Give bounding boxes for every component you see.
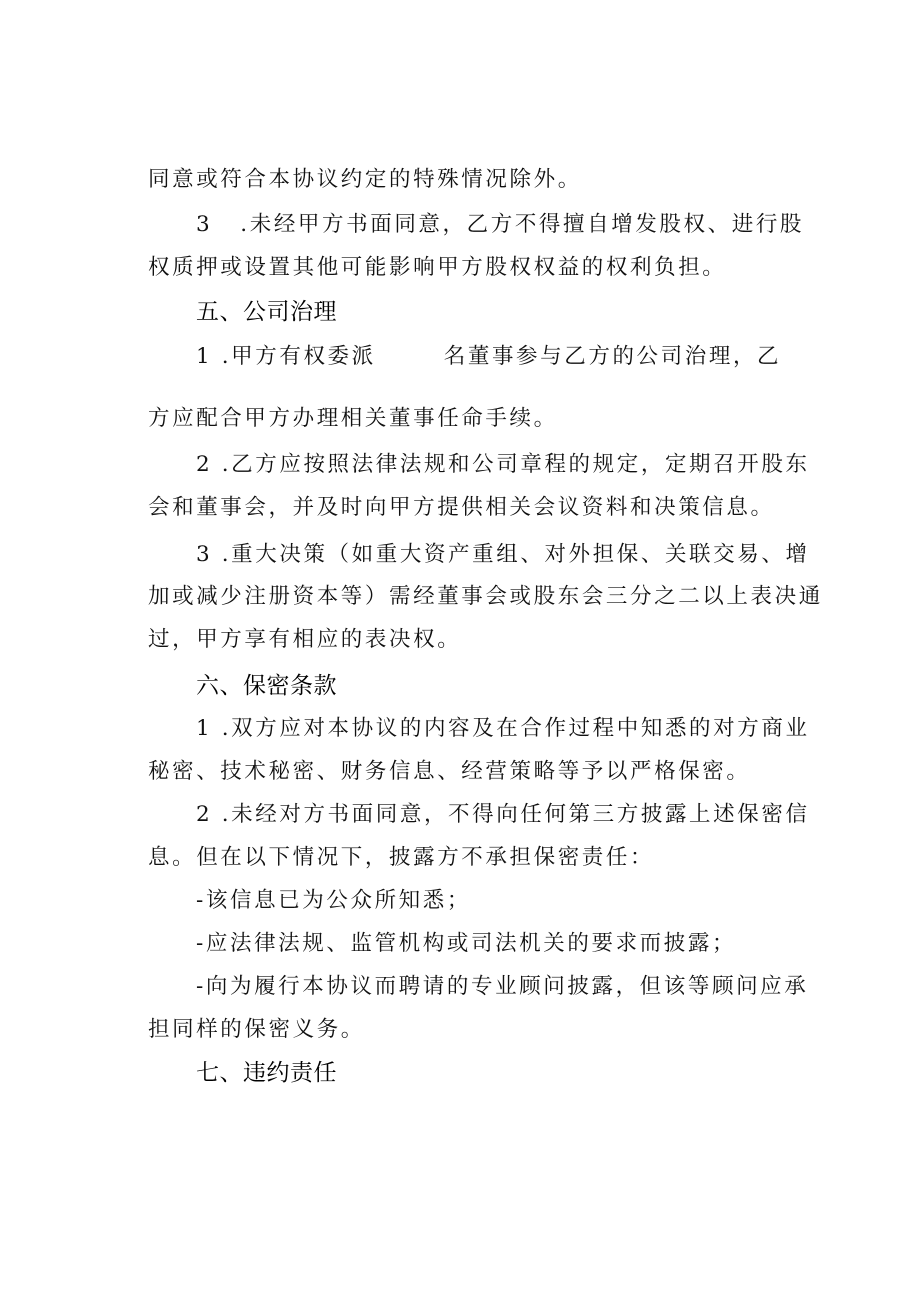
- section-5-item-1-line1: [196, 342, 781, 372]
- clause-item-3-line2: 权质押或设置其他可能影响甲方股权权益的权利负担。: [148, 255, 727, 280]
- clause-number: 3: [196, 212, 213, 237]
- bullet-item-3-line1: -向为履行本协议而聘请的专业顾问披露，但该等顾问应承: [196, 974, 809, 999]
- section-6-item-2-line1: 2 .未经对方书面同意，不得向任何第三方披露上述保密信: [196, 802, 810, 827]
- section-5-heading: 五、公司治理: [196, 299, 337, 325]
- section-5-item-3-line2: 加或减少注册资本等）需经董事会或股东会三分之二以上表决通: [148, 584, 823, 609]
- paragraph-line: 同意或符合本协议约定的特殊情况除外。: [148, 167, 582, 192]
- clause-item-3-line1: [196, 210, 804, 240]
- section-5-item-2-line2: 会和董事会，并及时向甲方提供相关会议资料和决策信息。: [148, 495, 775, 520]
- bullet-item-2: -应法律法规、监管机构或司法机关的要求而披露；: [196, 931, 737, 956]
- bullet-item-3-line2: 担同样的保密义务。: [148, 1017, 365, 1042]
- section-6-item-1-line2: 秘密、技术秘密、财务信息、经营策略等予以严格保密。: [148, 759, 751, 784]
- section-5-item-1-line2: 方应配合甲方办理相关董事任命手续。: [148, 406, 558, 431]
- section-7-heading: 七、违约责任: [196, 1060, 337, 1086]
- section-6-item-1-line1: 1 .双方应对本协议的内容及在合作过程中知悉的对方商业: [196, 716, 810, 741]
- item-text-part1: 1 .甲方有权委派: [196, 344, 376, 369]
- bullet-item-1: -该信息已为公众所知悉；: [196, 888, 471, 913]
- clause-text: .未经甲方书面同意，乙方不得擅自增发股权、进行股: [240, 212, 805, 237]
- section-5-item-3-line3: 过，甲方享有相应的表决权。: [148, 627, 462, 652]
- section-6-item-2-line2: 息。但在以下情况下，披露方不承担保密责任：: [148, 845, 655, 870]
- section-6-heading: 六、保密条款: [196, 673, 337, 699]
- section-5-item-2-line1: 2 .乙方应按照法律法规和公司章程的规定，定期召开股东: [196, 452, 810, 477]
- section-5-item-3-line1: 3 .重大决策（如重大资产重组、对外担保、关联交易、增: [196, 542, 810, 567]
- item-text-part2: 名董事参与乙方的公司治理，乙: [443, 344, 782, 369]
